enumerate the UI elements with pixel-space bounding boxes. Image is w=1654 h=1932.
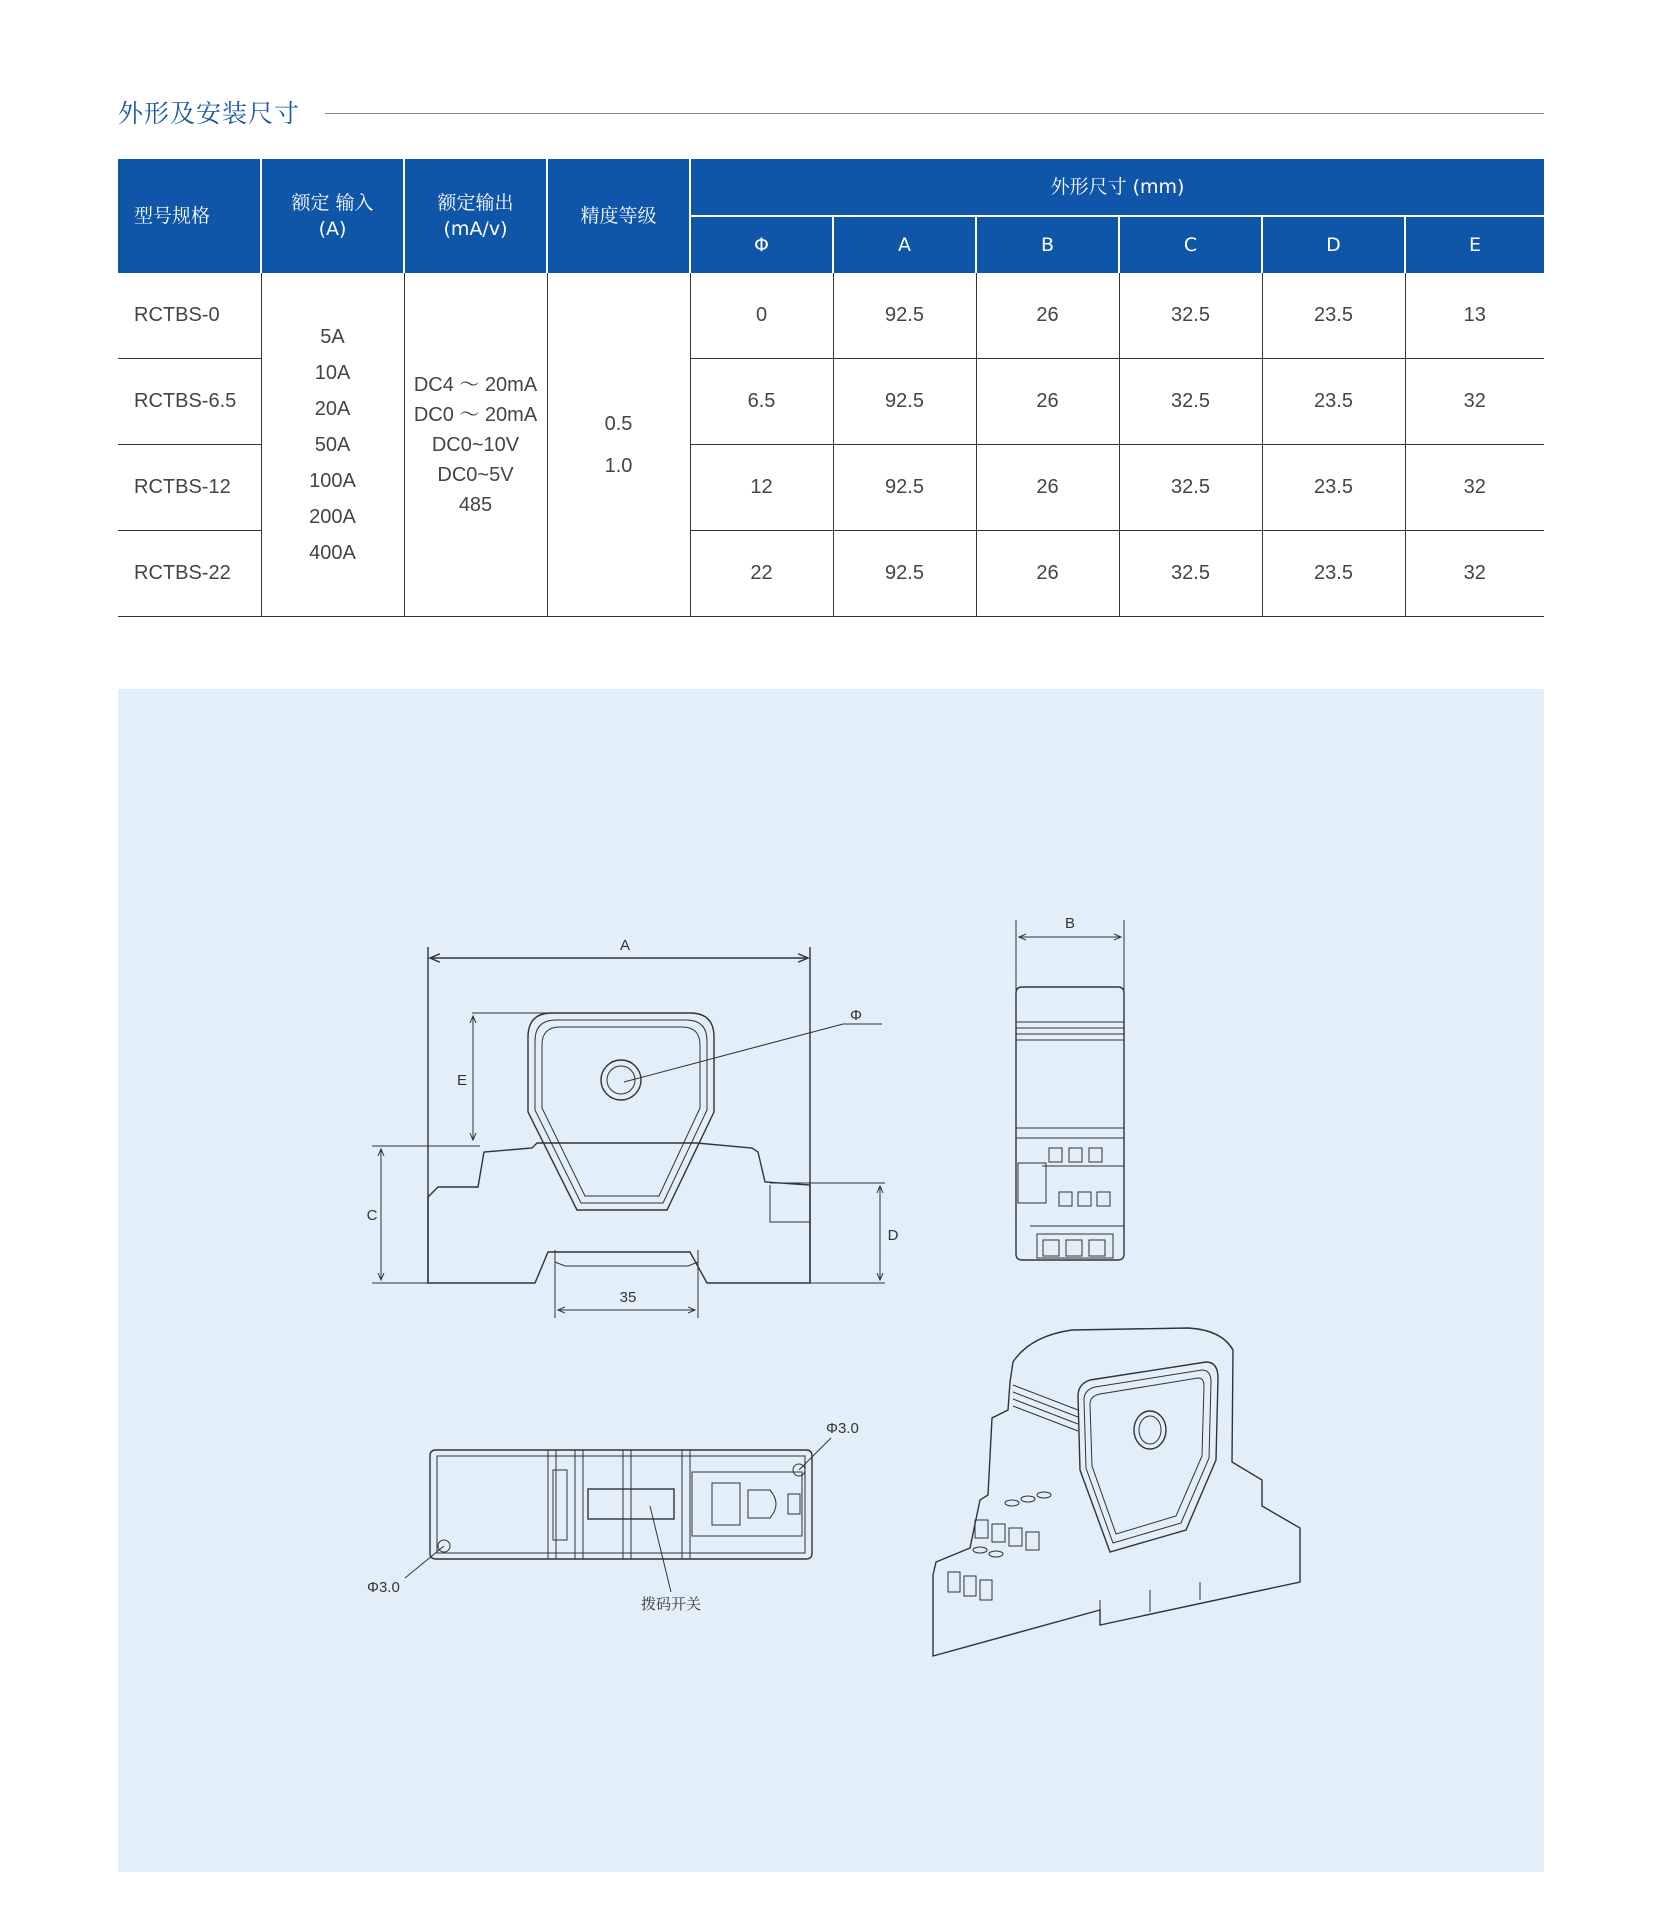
cell-dim-a: 92.5 <box>833 273 976 359</box>
accuracy-value: 1.0 <box>604 454 633 477</box>
header-dim-e: E <box>1405 216 1544 273</box>
label-hole-top: Φ3.0 <box>826 1420 859 1437</box>
label-dip-switch: 拨码开关 <box>640 1595 702 1613</box>
cell-dim-d: 23.5 <box>1262 445 1405 531</box>
header-dim-b: B <box>976 216 1119 273</box>
cell-dim-b: 26 <box>976 531 1119 617</box>
rated-input-value: 200A <box>309 505 356 528</box>
cell-model: RCTBS-0 <box>118 273 261 359</box>
rated-input-value: 100A <box>309 469 356 492</box>
label-b: B <box>1064 915 1076 932</box>
header-rated-output-line2: (mA/v) <box>443 218 508 240</box>
cell-rated-output <box>404 273 547 617</box>
section-title: 外形及安装尺寸 <box>118 99 301 128</box>
cell-dim-phi: 22 <box>690 531 833 617</box>
drawing-panel <box>118 689 1544 1872</box>
cell-dim-c: 32.5 <box>1119 531 1262 617</box>
cell-dim-a: 92.5 <box>833 531 976 617</box>
front-view <box>372 947 885 1318</box>
cell-dim-phi: 0 <box>690 273 833 359</box>
top-view <box>405 1438 831 1592</box>
cell-dim-d: 23.5 <box>1262 359 1405 445</box>
rated-output-value: DC0~5V <box>437 463 514 486</box>
header-dim-c: C <box>1119 216 1262 273</box>
header-rated-output <box>404 159 547 273</box>
technical-drawing <box>118 689 1544 1872</box>
cell-model: RCTBS-12 <box>118 445 261 531</box>
header-accuracy: 精度等级 <box>547 159 690 273</box>
cell-dim-b: 26 <box>976 359 1119 445</box>
cell-dim-c: 32.5 <box>1119 359 1262 445</box>
label-c: C <box>366 1207 378 1224</box>
label-hole-bottom: Φ3.0 <box>367 1579 400 1596</box>
header-rated-input-line2: (A) <box>318 218 347 240</box>
cell-dim-b: 26 <box>976 273 1119 359</box>
cell-dim-phi: 6.5 <box>690 359 833 445</box>
cell-dim-e: 32 <box>1405 445 1544 531</box>
header-rated-input-line1: 额定 输入 <box>291 192 374 214</box>
rated-output-value: DC0~10V <box>431 433 520 456</box>
table-row <box>118 273 1544 359</box>
header-dim-a: A <box>833 216 976 273</box>
cell-dim-c: 32.5 <box>1119 445 1262 531</box>
header-rated-output-line1: 额定输出 <box>437 192 514 214</box>
cell-model: RCTBS-22 <box>118 531 261 617</box>
rated-input-value: 20A <box>314 397 351 420</box>
rated-input-value: 400A <box>309 541 356 564</box>
accuracy-value: 0.5 <box>604 412 633 435</box>
label-phi: Φ <box>850 1007 862 1024</box>
label-a: A <box>619 937 631 954</box>
cell-model: RCTBS-6.5 <box>118 359 261 445</box>
header-model: 型号规格 <box>118 159 261 273</box>
isometric-view <box>933 1328 1300 1656</box>
cell-rated-input <box>261 273 404 617</box>
header-rated-input <box>261 159 404 273</box>
header-dimensions: 外形尺寸 (mm) <box>690 159 1544 216</box>
spec-table <box>118 159 1544 617</box>
label-rail-width: 35 <box>619 1289 637 1306</box>
cell-dim-b: 26 <box>976 445 1119 531</box>
side-view <box>1016 920 1124 1260</box>
cell-dim-a: 92.5 <box>833 359 976 445</box>
rated-input-value: 10A <box>314 361 351 384</box>
rated-input-value: 5A <box>320 325 345 348</box>
title-divider <box>325 113 1544 114</box>
rated-output-value: 485 <box>458 493 493 516</box>
cell-dim-d: 23.5 <box>1262 531 1405 617</box>
cell-dim-a: 92.5 <box>833 445 976 531</box>
cell-dim-e: 32 <box>1405 531 1544 617</box>
cell-dim-c: 32.5 <box>1119 273 1262 359</box>
cell-dim-d: 23.5 <box>1262 273 1405 359</box>
label-e: E <box>456 1072 468 1089</box>
header-dim-d: D <box>1262 216 1405 273</box>
cell-dim-e: 13 <box>1405 273 1544 359</box>
rated-input-value: 50A <box>314 433 351 456</box>
rated-output-value: DC0 ～ 20mA <box>413 403 538 426</box>
cell-dim-phi: 12 <box>690 445 833 531</box>
rated-output-value: DC4 ～ 20mA <box>413 373 538 396</box>
cell-accuracy <box>547 273 690 617</box>
cell-dim-e: 32 <box>1405 359 1544 445</box>
header-dim-phi: Φ <box>690 216 833 273</box>
label-d: D <box>887 1227 899 1244</box>
